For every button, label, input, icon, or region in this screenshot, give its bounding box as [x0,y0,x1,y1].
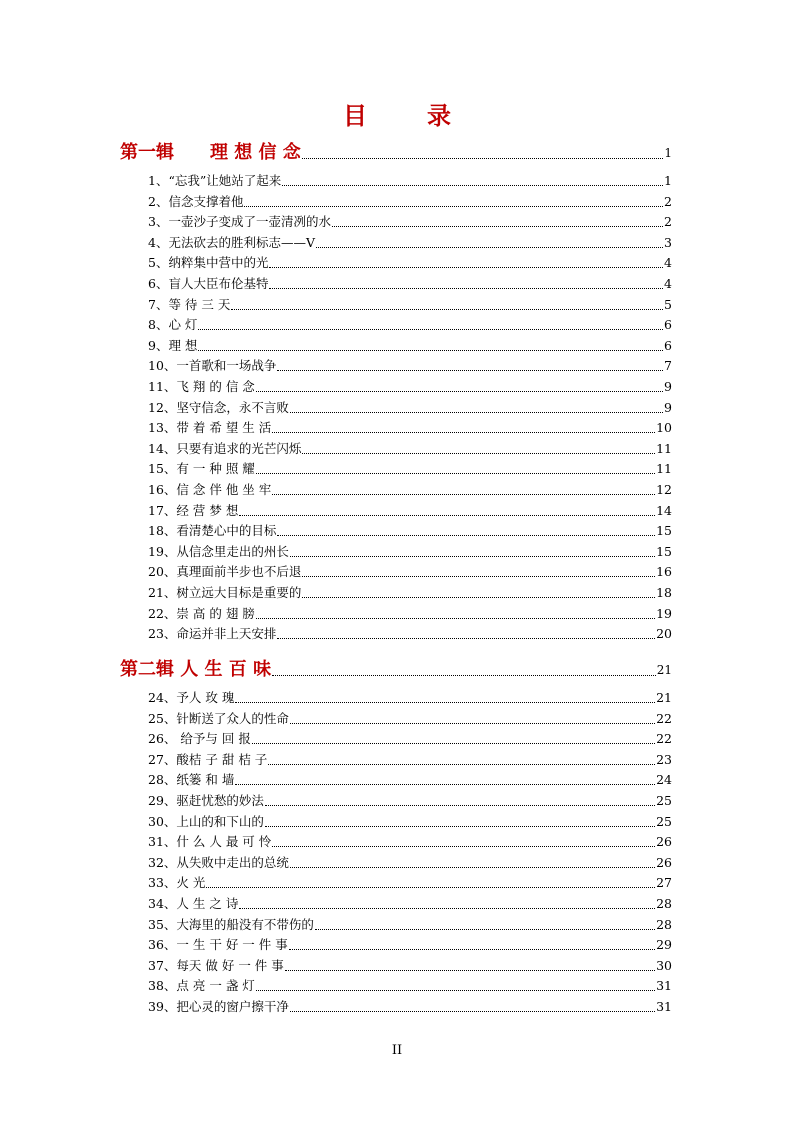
toc-entry[interactable] [148,976,672,996]
page-title: 目 录 [343,101,469,130]
entry-title: 10、一首歌和一场战争 [148,358,277,374]
page-ref: 28 [656,896,672,911]
entry-title: 9、理 想 [148,337,198,353]
dot-leader [272,675,656,676]
dot-leader [282,185,663,186]
toc-entry[interactable] [148,853,672,873]
dot-leader [302,576,655,577]
dot-leader [302,158,664,159]
dot-leader [272,432,655,433]
toc-entry[interactable] [148,894,672,914]
dot-leader [302,453,655,454]
toc-section-1[interactable] [120,140,672,166]
entry-title: 19、从信念里走出的州长 [148,543,289,559]
dot-leader [290,867,655,868]
section-title: 第一辑 理 想 信 念 [120,142,301,163]
entry-title: 13、带 着 希 望 生 活 [148,420,272,436]
page-ref: 11 [656,440,672,456]
dot-leader [265,805,655,806]
page-ref: 23 [656,751,672,767]
dot-leader [198,350,663,351]
entry-title: 18、看清楚心中的目标 [148,523,277,539]
section-title: 第二辑 人 生 百 味 [120,659,272,680]
toc-entry[interactable] [148,956,672,976]
entry-title: 28、纸篓 和 墙 [148,772,235,788]
entry-title: 2、信念支撑着他 [148,193,244,209]
entry-title: 5、纳粹集中营中的光 [148,255,269,271]
entry-title: 37、每天 做 好 一 件 事 [148,957,284,973]
toc-entry[interactable] [148,832,672,852]
dot-leader [289,949,655,950]
dot-leader [272,494,655,495]
entry-title: 36、一 生 干 好 一 件 事 [148,937,288,953]
entry-title: 33、火 光 [148,875,206,891]
dot-leader [290,556,655,557]
page-ref: 26 [656,834,672,850]
entry-title: 27、酸桔 子 甜 桔 子 [148,751,268,767]
toc-entry[interactable] [148,604,672,624]
page-ref: 27 [656,875,672,891]
page-ref: 9 [664,379,672,394]
toc-entry[interactable] [148,336,672,356]
dot-leader [285,970,655,971]
page-ref: 11 [656,461,672,477]
dot-leader [277,535,655,536]
page-ref: 7 [664,358,672,374]
toc-entry[interactable] [148,171,672,191]
toc-entry[interactable] [148,295,672,315]
toc-section-2[interactable] [120,657,672,683]
dot-leader [290,1011,655,1012]
page-ref: 4 [664,255,672,271]
entry-title: 24、予人 玫 瑰 [148,690,235,705]
entry-title: 14、只要有追求的光芒闪烁 [148,440,302,456]
page-ref: 12 [656,482,672,497]
entry-title: 15、有 一 种 照 耀 [148,461,255,477]
entry-title: 17、经 营 梦 想 [148,502,239,518]
dot-leader [315,929,655,930]
dot-leader [277,638,655,639]
dot-leader [277,370,663,371]
toc-entry[interactable] [148,791,672,811]
toc-entry[interactable] [148,709,672,729]
toc-entry[interactable] [148,459,672,479]
toc-entry[interactable] [148,377,672,397]
toc-entry[interactable] [148,729,672,749]
page-ref: 30 [656,957,672,973]
page-ref: 5 [664,296,672,312]
dot-leader [239,515,655,516]
dot-leader [235,702,655,703]
dot-leader [198,329,663,330]
page-ref: 9 [664,399,672,415]
page-ref: 4 [664,276,672,291]
toc-entry[interactable] [148,233,672,253]
page-ref: 22 [656,731,672,747]
toc-entry[interactable] [148,915,672,935]
toc-entry[interactable] [148,253,672,273]
toc-entry[interactable] [148,274,672,294]
page-ref: 6 [664,317,672,333]
toc-entry[interactable] [148,315,672,335]
page-ref: 14 [656,502,672,518]
dot-leader [332,226,663,227]
page-ref: 26 [656,854,672,870]
page-ref: 6 [664,337,672,353]
entry-title: 26、 给予与 回 报 [148,731,251,747]
entry-title: 29、驱赶忧愁的妙法 [148,793,264,808]
page-ref: 3 [664,234,672,250]
entry-title: 6、盲人大臣布伦基特 [148,276,269,291]
entry-title: 1、“忘我”让她站了起来 [148,173,282,188]
toc-entry[interactable] [148,480,672,500]
toc-entry[interactable] [148,356,672,376]
entry-title: 7、等 待 三 天 [148,296,231,312]
dot-leader [269,267,663,268]
toc-entry[interactable] [148,439,672,459]
page-ref: 21 [656,690,672,705]
entry-title: 38、点 亮 一 盏 灯 [148,978,255,994]
toc-entry[interactable] [148,583,672,603]
page-ref: 25 [656,813,672,829]
entry-title: 3、一壶沙子变成了一壶清冽的水 [148,214,331,230]
dot-leader [290,412,663,413]
toc-entry[interactable] [148,192,672,212]
page-ref: 28 [656,916,672,932]
toc-entry[interactable] [148,624,672,644]
dot-leader [302,597,655,598]
dot-leader [206,887,655,888]
dot-leader [290,723,655,724]
entry-title: 31、什 么 人 最 可 怜 [148,834,272,850]
page-ref: 21 [656,663,672,677]
page-ref: 1 [664,173,672,188]
entry-title: 20、真理面前半步也不后退 [148,564,302,580]
dot-leader [265,826,655,827]
entry-title: 8、心 灯 [148,317,198,333]
page-ref: 1 [664,146,672,160]
page-ref: 15 [656,543,672,559]
toc-entry[interactable] [148,688,672,708]
dot-leader [244,206,663,207]
entry-title: 34、人 生 之 诗 [148,896,239,911]
entry-title: 12、坚守信念，永不言败 [148,399,289,415]
dot-leader [269,288,663,289]
entry-title: 4、无法砍去的胜利标志——V [148,234,315,250]
page-ref: 25 [656,793,672,808]
dot-leader [272,846,655,847]
dot-leader [231,309,663,310]
toc-entry[interactable] [148,750,672,770]
entry-title: 25、针断送了众人的性命 [148,710,289,726]
dot-leader [268,764,655,765]
toc-entry[interactable] [148,398,672,418]
page-ref: 29 [656,937,672,953]
dot-leader [252,743,655,744]
toc-entry[interactable] [148,521,672,541]
toc-entry[interactable] [148,562,672,582]
page-ref: 10 [656,420,672,436]
dot-leader [256,473,655,474]
page-ref: 2 [664,214,672,230]
entry-title: 11、飞 翔 的 信 念 [148,379,255,394]
page-number: II [391,1043,403,1058]
page-ref: 22 [656,710,672,726]
toc-entry[interactable] [148,542,672,562]
dot-leader [256,618,655,619]
toc-entry[interactable] [148,873,672,893]
toc-entry[interactable] [148,935,672,955]
entry-title: 30、上山的和下山的 [148,813,264,829]
toc-entry[interactable] [148,997,672,1017]
page-ref: 2 [664,193,672,209]
page-ref: 31 [656,978,672,994]
dot-leader [256,990,655,991]
page-ref: 24 [656,772,672,788]
toc-entry[interactable] [148,418,672,438]
toc-entry[interactable] [148,212,672,232]
page-ref: 16 [656,564,672,580]
page-ref: 15 [656,523,672,539]
entry-title: 32、从失败中走出的总统 [148,854,289,870]
page-ref: 20 [656,626,672,642]
dot-leader [235,784,655,785]
toc-entry[interactable] [148,770,672,790]
page-ref: 18 [656,585,672,600]
entry-title: 16、信 念 伴 他 坐 牢 [148,482,272,497]
entry-title: 35、大海里的船没有不带伤的 [148,916,314,932]
dot-leader [239,908,655,909]
page-ref: 31 [656,999,672,1014]
dot-leader [256,391,663,392]
page-ref: 19 [656,605,672,621]
entry-title: 22、崇 高 的 翅 膀 [148,605,255,621]
entry-title: 39、把心灵的窗户擦干净 [148,999,289,1014]
dot-leader [316,247,663,248]
toc-entry[interactable] [148,501,672,521]
entry-title: 21、树立远大目标是重要的 [148,585,302,600]
entry-title: 23、命运并非上天安排 [148,626,277,642]
toc-entry[interactable] [148,812,672,832]
